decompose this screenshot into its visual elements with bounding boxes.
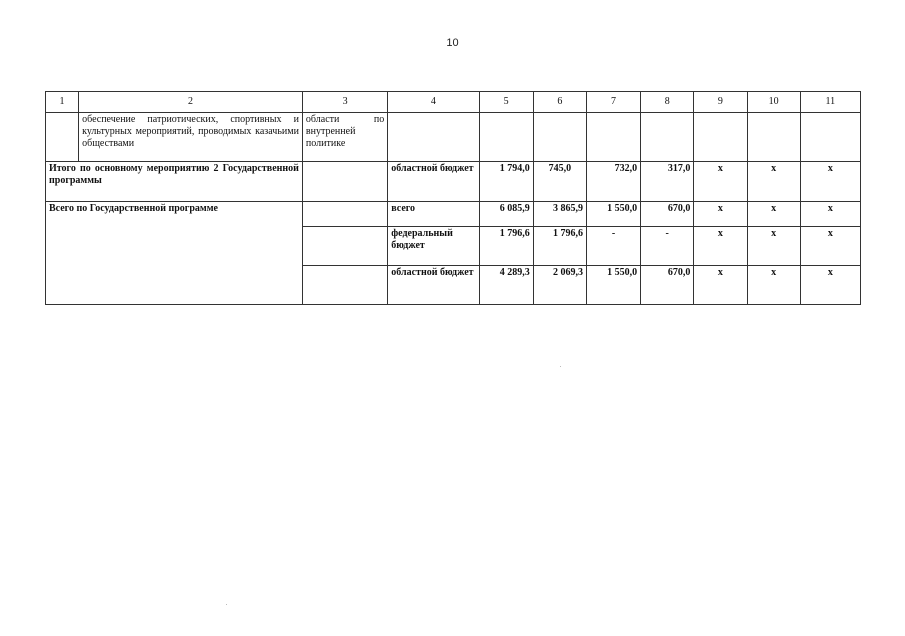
amount-cell: х bbox=[694, 162, 747, 202]
activity-row bbox=[46, 113, 861, 162]
amount-cell: 670,0 bbox=[641, 266, 694, 305]
amount-cell: х bbox=[800, 266, 860, 305]
empty-cell bbox=[586, 113, 640, 162]
column-number: 4 bbox=[388, 92, 479, 113]
amount-cell: х bbox=[747, 227, 800, 266]
empty-cell bbox=[800, 113, 860, 162]
empty-cell bbox=[302, 202, 387, 227]
empty-cell bbox=[302, 227, 387, 266]
scan-speck bbox=[560, 366, 561, 367]
amount-cell: х bbox=[694, 266, 747, 305]
amount-cell: х bbox=[694, 202, 747, 227]
column-number: 2 bbox=[79, 92, 303, 113]
scan-speck bbox=[226, 604, 227, 605]
funding-source: федеральный бюджет bbox=[388, 227, 479, 266]
vsego-total-row bbox=[46, 202, 861, 227]
amount-cell: 745,0 bbox=[533, 162, 586, 202]
amount-cell: - bbox=[586, 227, 640, 266]
empty-cell bbox=[479, 113, 533, 162]
amount-cell: 1 794,0 bbox=[479, 162, 533, 202]
amount-cell: 670,0 bbox=[641, 202, 694, 227]
funding-source: областной бюджет bbox=[388, 162, 479, 202]
amount-cell: 3 865,9 bbox=[533, 202, 586, 227]
funding-source: всего bbox=[388, 202, 479, 227]
amount-cell: 4 289,3 bbox=[479, 266, 533, 305]
column-number: 11 bbox=[800, 92, 860, 113]
empty-cell bbox=[388, 113, 479, 162]
activity-number-cell bbox=[46, 113, 79, 162]
empty-cell bbox=[533, 113, 586, 162]
amount-cell: х bbox=[747, 266, 800, 305]
empty-cell bbox=[302, 162, 387, 202]
amount-cell: 1 550,0 bbox=[586, 266, 640, 305]
column-number: 1 bbox=[46, 92, 79, 113]
amount-cell: 2 069,3 bbox=[533, 266, 586, 305]
page-number: 10 bbox=[446, 37, 459, 49]
amount-cell: 1 796,6 bbox=[533, 227, 586, 266]
column-number: 5 bbox=[479, 92, 533, 113]
amount-cell: х bbox=[800, 227, 860, 266]
budget-table bbox=[45, 91, 861, 305]
column-number-row bbox=[46, 92, 861, 113]
column-number: 10 bbox=[747, 92, 800, 113]
column-number: 8 bbox=[641, 92, 694, 113]
amount-cell: х bbox=[747, 202, 800, 227]
column-number: 9 bbox=[694, 92, 747, 113]
itogo-label: Итого по основному мероприятию 2 Государственной программы bbox=[46, 162, 303, 202]
amount-cell: 732,0 bbox=[586, 162, 640, 202]
vsego-label: Всего по Государственной программе bbox=[46, 202, 303, 305]
amount-cell: - bbox=[641, 227, 694, 266]
activity-description: обеспечение патриотических, спортивных и культурных мероприятий, проводимых казачьими обществами bbox=[79, 113, 303, 162]
amount-cell: 6 085,9 bbox=[479, 202, 533, 227]
column-number: 3 bbox=[302, 92, 387, 113]
column-number: 7 bbox=[586, 92, 640, 113]
amount-cell: х bbox=[747, 162, 800, 202]
activity-executor: области по внутренней политике bbox=[302, 113, 387, 162]
itogo-row bbox=[46, 162, 861, 202]
amount-cell: х bbox=[800, 162, 860, 202]
amount-cell: х bbox=[694, 227, 747, 266]
amount-cell: 317,0 bbox=[641, 162, 694, 202]
empty-cell bbox=[641, 113, 694, 162]
empty-cell bbox=[302, 266, 387, 305]
amount-cell: 1 550,0 bbox=[586, 202, 640, 227]
funding-source: областной бюджет bbox=[388, 266, 479, 305]
amount-cell: х bbox=[800, 202, 860, 227]
column-number: 6 bbox=[533, 92, 586, 113]
amount-cell: 1 796,6 bbox=[479, 227, 533, 266]
empty-cell bbox=[694, 113, 747, 162]
empty-cell bbox=[747, 113, 800, 162]
